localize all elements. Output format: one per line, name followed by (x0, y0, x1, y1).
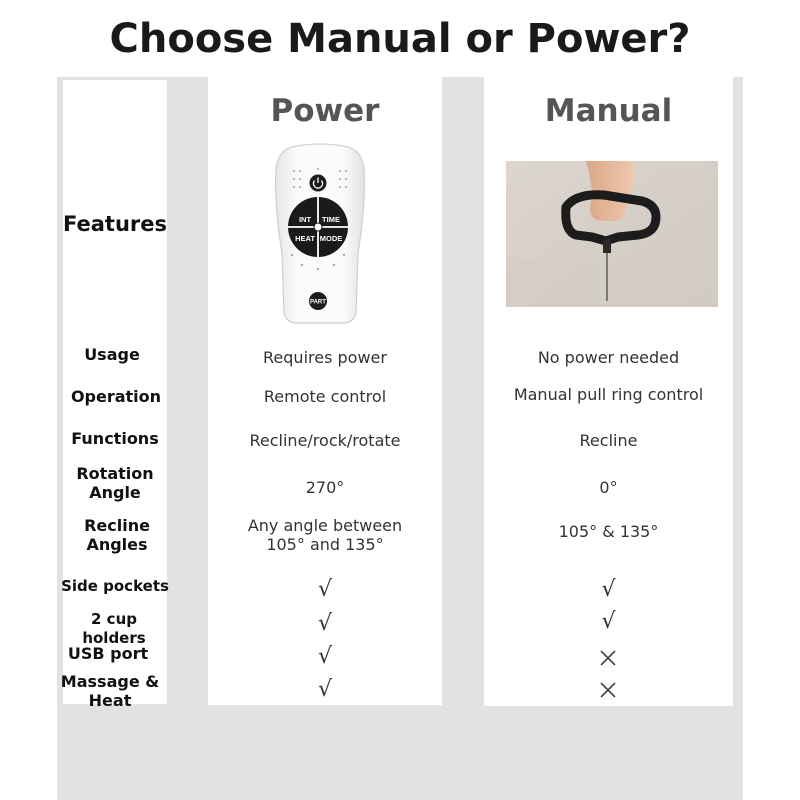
manual-rotation-angle: 0° (599, 478, 618, 497)
power-recline-angles: Any angle between 105° and 135° (247, 516, 403, 554)
power-rotation-angle: 270° (305, 478, 345, 497)
power-usb-port-check: √ (317, 644, 333, 669)
manual-usb-port-cross-icon (599, 649, 617, 667)
row-label-rotation-angle: Rotation Angle (76, 464, 154, 502)
row-label-functions: Functions (71, 429, 159, 448)
row-label-usage: Usage (84, 345, 140, 364)
power-functions: Recline/rock/rotate (249, 431, 401, 450)
remote-int-label: INT (298, 215, 312, 224)
power-massage-heat-check: √ (317, 677, 333, 702)
manual-operation: Manual pull ring control (513, 385, 704, 404)
manual-usage: No power needed (537, 348, 680, 367)
page-title: Choose Manual or Power? (109, 16, 691, 62)
row-label-usb-port: USB port (67, 644, 149, 663)
row-label-recline-angles: Recline Angles (84, 516, 150, 554)
row-label-massage-heat: Massage & Heat (60, 672, 160, 710)
manual-cup-holders-check: √ (601, 609, 616, 634)
remote-mode-label: MODE (319, 234, 343, 243)
manual-side-pockets-check: √ (601, 577, 616, 602)
pull-ring-image (506, 161, 718, 307)
power-usage: Requires power (263, 348, 387, 367)
remote-time-label: TIME (322, 215, 340, 224)
power-cup-holders-check: √ (317, 611, 333, 636)
power-button-icon (310, 175, 327, 192)
row-label-cup-holders: 2 cup holders (82, 610, 146, 647)
manual-functions: Recline (579, 431, 638, 450)
manual-heading: Manual (544, 93, 673, 129)
remote-heat-label: HEAT (295, 234, 315, 243)
features-heading: Features (63, 212, 167, 236)
manual-massage-heat-cross-icon (599, 681, 617, 699)
remote-control-image (270, 143, 370, 325)
remote-part-label: PART (310, 299, 326, 306)
power-heading: Power (270, 93, 380, 129)
power-side-pockets-check: √ (317, 577, 333, 602)
power-operation: Remote control (263, 387, 387, 406)
manual-recline-angles: 105° & 135° (558, 522, 659, 541)
row-label-operation: Operation (70, 387, 162, 406)
row-label-side-pockets: Side pockets (61, 577, 169, 595)
